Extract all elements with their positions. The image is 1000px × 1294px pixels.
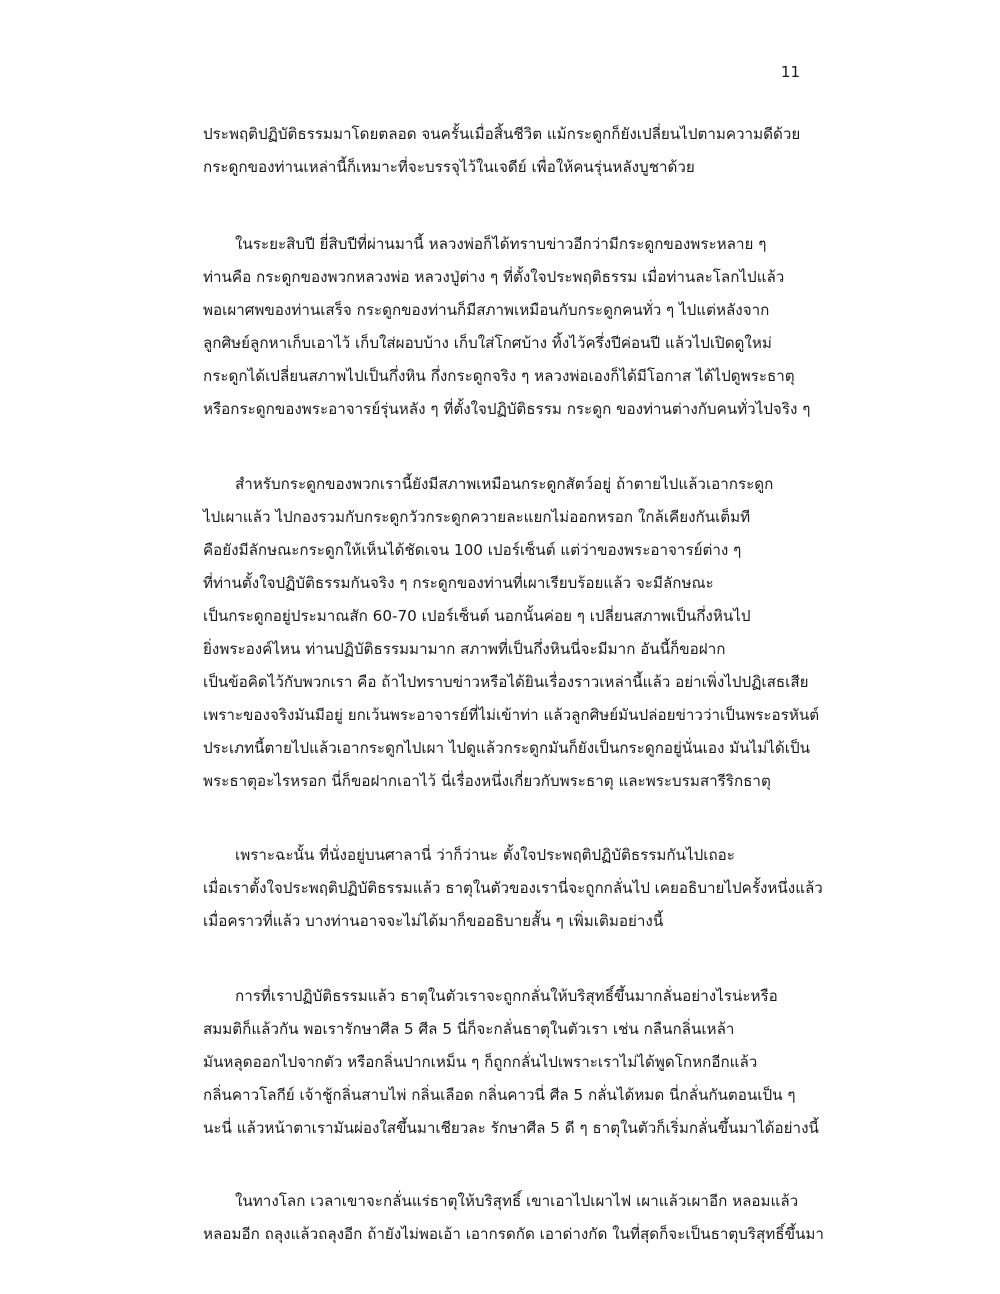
- paragraph-1: [203, 118, 803, 184]
- text-line: พระธาตุอะไรหรอก นี่ก็ขอฝากเอาไว้ นี่เรื่องหนึ่งเกี่ยวกับพระธาตุ และพระบรมสารีริกธาตุ: [203, 772, 771, 790]
- paragraph-4: [203, 839, 823, 938]
- text-line: หรือกระดูกของพระอาจารย์รุ่นหลัง ๆ ที่ตั้งใจปฏิบัติธรรม กระดูก ของท่านต่างกับคนทั่วไปจริง ๆ: [203, 400, 811, 418]
- text-line: คือยังมีลักษณะกระดูกให้เห็นได้ชัดเจน 100 เปอร์เซ็นต์ แต่ว่าของพระอาจารย์ต่าง ๆ: [203, 541, 742, 559]
- text-line: กระดูกได้เปลี่ยนสภาพไปเป็นกึ่งหิน กึ่งกระดูกจริง ๆ หลวงพ่อเองก็ได้มีโอกาส ได้ไปดูพระธาตุ: [203, 367, 795, 385]
- paragraph-2: [203, 228, 811, 426]
- text-line: ไปเผาแล้ว ไปกองรวมกับกระดูกวัวกระดูกควายละแยกไม่ออกหรอก ใกล้เคียงกันเต็มที: [203, 508, 751, 526]
- paragraph-6: [203, 1185, 824, 1251]
- text-line: หลอมอีก ถลุงแล้วถลุงอีก ถ้ายังไม่พอเอ้า เอากรดกัด เอาด่างกัด ในที่สุดก็จะเป็นธาตุบริสุทธิ์ขึ้นมา: [203, 1225, 824, 1243]
- text-line: พอเผาศพของท่านเสร็จ กระดูกของท่านก็มีสภาพเหมือนกับกระดูกคนทั่ว ๆ ไปแต่หลังจาก: [203, 301, 770, 319]
- text-line: สำหรับกระดูกของพวกเรานี้ยังมีสภาพเหมือนกระดูกสัตว์อยู่ ถ้าตายไปแล้วเอากระดูก: [235, 475, 774, 493]
- text-line: ที่ท่านตั้งใจปฏิบัติธรรมกันจริง ๆ กระดูกของท่านที่เผาเรียบร้อยแล้ว จะมีลักษณะ: [203, 574, 714, 592]
- text-line: ในระยะสิบปี ยี่สิบปีที่ผ่านมานี้ หลวงพ่อก็ได้ทราบข่าวอีกว่ามีกระดูกของพระหลาย ๆ: [235, 235, 767, 253]
- text-line: เพราะของจริงมันมีอยู่ ยกเว้นพระอาจารย์ที่ไม่เข้าท่า แล้วลูกศิษย์มันปล่อยข่าวว่าเป็นพระอรหันต์: [203, 706, 820, 724]
- text-line: สมมติก็แล้วกัน พอเรารักษาศีล 5 ศีล 5 นี่ก็จะกลั่นธาตุในตัวเรา เช่น กลืนกลิ่นเหล้า: [203, 1020, 735, 1038]
- text-line: กระดูกของท่านเหล่านี้ก็เหมาะที่จะบรรจุไว้ในเจดีย์ เพื่อให้คนรุ่นหลังบูชาด้วย: [203, 158, 695, 176]
- text-line: ประเภทนี้ตายไปแล้วเอากระดูกไปเผา ไปดูแล้วกระดูกมันก็ยังเป็นกระดูกอยู่นั่นเอง มันไม่ได้เป็น: [203, 739, 810, 757]
- text-line: ยิ่งพระองค์ไหน ท่านปฏิบัติธรรมมามาก สภาพที่เป็นกึ่งหินนี่จะมีมาก อันนี้ก็ขอฝาก: [203, 640, 726, 658]
- text-line: เมื่อคราวที่แล้ว บางท่านอาจจะไม่ได้มาก็ขออธิบายสั้น ๆ เพิ่มเติมอย่างนี้: [203, 912, 664, 930]
- text-line: เพราะฉะนั้น ที่นั่งอยู่บนศาลานี่ ว่าก็ว่านะ ตั้งใจประพฤติปฏิบัติธรรมกันไปเถอะ: [235, 846, 735, 864]
- text-line: กลิ่นคาวโลกีย์ เจ้าชู้กลิ่นสาบไพ่ กลิ่นเลือด กลิ่นคาวนี่ ศีล 5 กลั่นได้หมด นี่กลั่นกันตอนเป็น ๆ: [203, 1086, 796, 1104]
- text-line: นะนี่ แล้วหน้าตาเรามันผ่องใสขึ้นมาเชียวละ รักษาศีล 5 ดี ๆ ธาตุในตัวก็เริ่มกลั่นขึ้นมาได้อย่างนี้: [203, 1119, 819, 1137]
- text-line: เป็นข้อคิดไว้กับพวกเรา คือ ถ้าไปทราบข่าวหรือได้ยินเรื่องราวเหล่านี้แล้ว อย่าเพิ่งไปปฏิเสธเสีย: [203, 673, 809, 691]
- text-line: ท่านคือ กระดูกของพวกหลวงพ่อ หลวงปู่ต่าง ๆ ที่ตั้งใจประพฤติธรรม เมื่อท่านละโลกไปแล้ว: [203, 268, 785, 286]
- text-line: ในทางโลก เวลาเขาจะกลั่นแร่ธาตุให้บริสุทธิ์ เขาเอาไปเผาไฟ เผาแล้วเผาอีก หลอมแล้ว: [235, 1192, 799, 1210]
- paragraph-3: [203, 468, 820, 798]
- text-line: เป็นกระดูกอยู่ประมาณสัก 60-70 เปอร์เซ็นต์ นอกนั้นค่อย ๆ เปลี่ยนสภาพเป็นกึ่งหินไป: [203, 607, 751, 625]
- paragraph-5: [203, 980, 819, 1145]
- text-line: เมื่อเราตั้งใจประพฤติปฏิบัติธรรมแล้ว ธาตุในตัวของเรานี่จะถูกกลั่นไป เคยอธิบายไปครั้งหนึ่งแล้ว: [203, 879, 823, 897]
- document-body: [203, 118, 824, 1251]
- page-number: 11: [780, 63, 800, 81]
- text-line: ประพฤติปฏิบัติธรรมมาโดยตลอด จนครั้นเมื่อสิ้นชีวิต แม้กระดูกก็ยังเปลี่ยนไปตามความดีด้วย: [203, 125, 801, 143]
- text-line: มันหลุดออกไปจากตัว หรือกลิ่นปากเหม็น ๆ ก็ถูกกลั่นไปเพราะเราไม่ได้พูดโกหกอีกแล้ว: [203, 1053, 758, 1071]
- text-line: การที่เราปฏิบัติธรรมแล้ว ธาตุในตัวเราจะถูกกลั่นให้บริสุทธิ์ขึ้นมากลั่นอย่างไรน่ะหรือ: [235, 987, 778, 1005]
- text-line: ลูกศิษย์ลูกหาเก็บเอาไว้ เก็บใส่ผอบบ้าง เก็บใส่โกศบ้าง ทิ้งไว้ครึ่งปีค่อนปี แล้วไปเปิดดูใหม่: [203, 334, 772, 352]
